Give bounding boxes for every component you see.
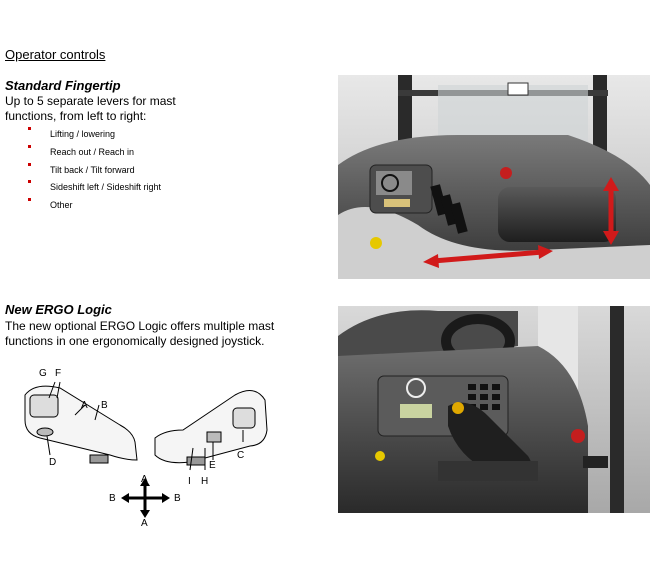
label-arrow-top: A — [141, 474, 148, 485]
bullet-icon — [28, 145, 31, 148]
label-h: H — [201, 476, 209, 487]
page-heading: Operator controls — [5, 47, 106, 62]
list-item: Reach out / Reach in — [28, 143, 161, 161]
standard-fingertip-line1: Up to 5 separate levers for mast — [5, 94, 176, 108]
ergo-logic-joystick-photo — [338, 306, 650, 513]
list-item: Lifting / lowering — [28, 125, 161, 143]
label-c: C — [237, 450, 245, 461]
lever-function-list — [28, 125, 161, 214]
ergo-logic-line2: functions in one ergonomically designed joystick. — [5, 334, 265, 348]
fingertip-console-photo — [338, 75, 650, 279]
list-item: Tilt back / Tilt forward — [28, 161, 161, 179]
label-d: D — [49, 457, 57, 468]
label-f: F — [55, 368, 62, 379]
ergo-logic-line1: The new optional ERGO Logic offers multiple mast — [5, 319, 275, 333]
label-b: B — [101, 400, 108, 411]
list-item: Sideshift left / Sideshift right — [28, 178, 161, 196]
joystick-diagram — [15, 360, 280, 530]
label-i: I — [188, 476, 191, 487]
bullet-icon — [28, 180, 31, 183]
bullet-icon — [28, 198, 31, 201]
label-arrow-bottom: A — [141, 518, 148, 529]
label-arrow-left: B — [109, 493, 116, 504]
bullet-icon — [28, 127, 31, 130]
joystick-left-view — [25, 382, 137, 463]
label-g: G — [39, 368, 47, 379]
list-item: Other — [28, 196, 161, 214]
label-e: E — [209, 460, 216, 471]
standard-fingertip-title: Standard Fingertip — [5, 78, 121, 93]
label-a: A — [81, 400, 88, 411]
standard-fingertip-line2: functions, from left to right: — [5, 109, 147, 123]
ergo-logic-title: New ERGO Logic — [5, 302, 112, 317]
joystick-right-view — [155, 391, 267, 470]
bullet-icon — [28, 163, 31, 166]
label-arrow-right: B — [174, 493, 181, 504]
